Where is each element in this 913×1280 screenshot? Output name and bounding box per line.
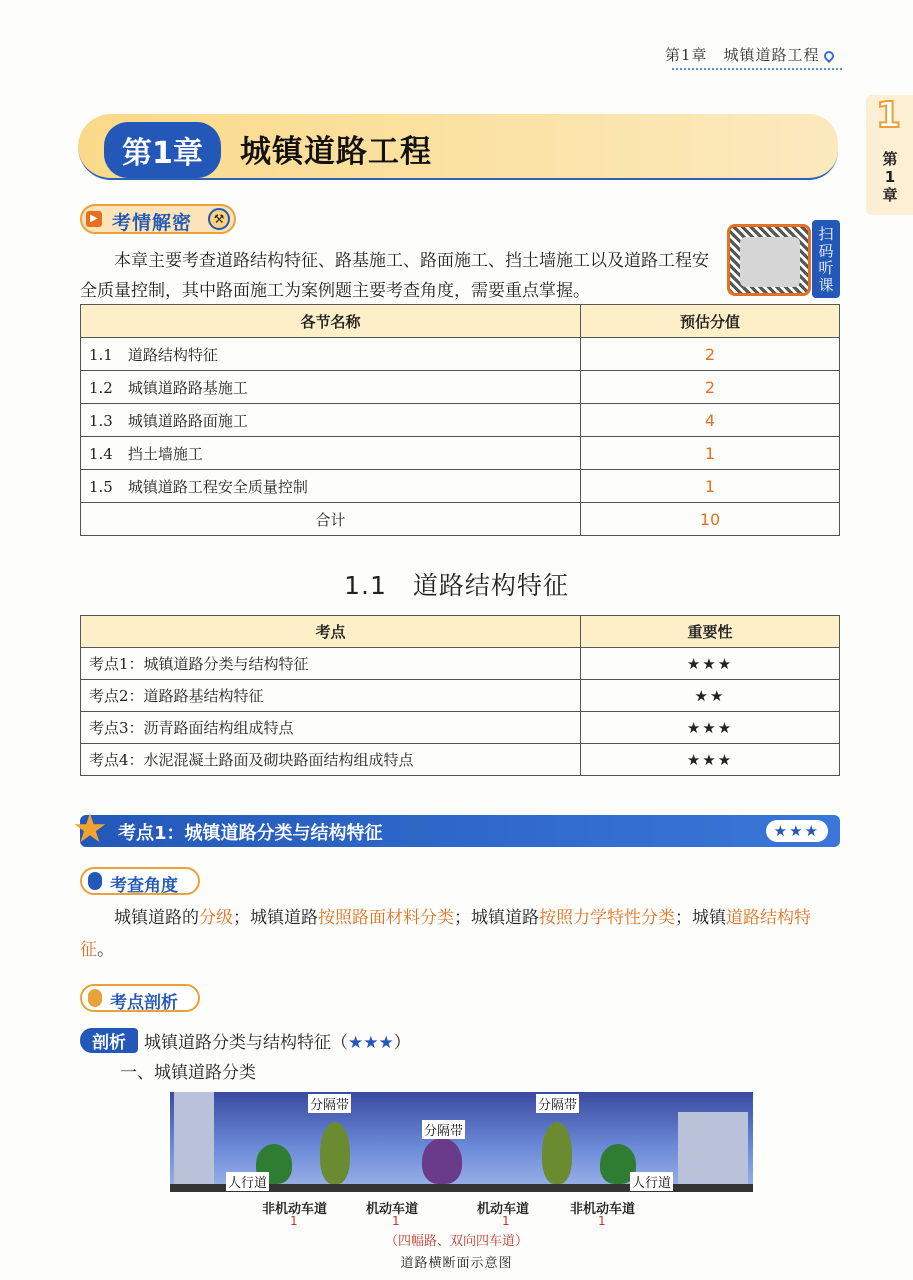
exam-angle-text: 考查角度: [110, 876, 178, 896]
lane-tick: 1: [598, 1214, 606, 1228]
analysis-close: ）: [393, 1033, 411, 1053]
lane-label: 机动车道: [477, 1202, 530, 1217]
table-header-row: [81, 616, 840, 648]
analysis-tag: 剖析: [80, 1028, 138, 1053]
sidewalk-label: 人行道: [630, 1172, 673, 1191]
qr-code[interactable]: [727, 224, 811, 296]
section-name: 1.4 挡土墙施工: [81, 437, 581, 470]
location-pin-icon: [821, 49, 835, 63]
building-left: [174, 1092, 214, 1184]
section-name: 1.5 城镇道路工程安全质量控制: [81, 470, 581, 503]
scan-to-listen-tag[interactable]: 扫 码 听 课: [812, 220, 840, 298]
key-point-banner: [72, 806, 840, 852]
lane-label: 非机动车道: [262, 1202, 328, 1217]
section-name: 1.2 城镇道路路基施工: [81, 371, 581, 404]
key-point-title: 考点1：城镇道路分类与结构特征: [118, 823, 383, 844]
key-points-table: [80, 615, 840, 776]
importance-stars: ★★★: [581, 648, 840, 680]
analysis-stars: ★★★: [348, 1033, 394, 1053]
key-point: 考点1：城镇道路分类与结构特征: [81, 648, 581, 680]
exam-angle-paragraph: [80, 902, 840, 966]
importance-stars: ★★: [581, 680, 840, 712]
section-title: 1.1 道路结构特征: [344, 571, 569, 600]
section-score: 1: [581, 470, 840, 503]
table-row: [81, 437, 840, 470]
total-score: 10: [581, 503, 840, 536]
divider-label: 分隔带: [308, 1094, 351, 1113]
lane-tick: 1: [502, 1214, 510, 1228]
total-label: 合计: [81, 503, 581, 536]
analysis-heading-text: 城镇道路分类与结构特征（: [144, 1033, 348, 1053]
angle-text: ；城镇道路: [233, 908, 318, 928]
analysis-heading: [80, 1028, 411, 1053]
section-score: 2: [581, 371, 840, 404]
pen-icon: [88, 872, 102, 890]
header-rule: [672, 68, 842, 70]
table-row: [81, 338, 840, 371]
sub-heading: 一、城镇道路分类: [120, 1063, 256, 1083]
tree: [422, 1138, 462, 1184]
key-point: 考点3：沥青路面结构组成特点: [81, 712, 581, 744]
section-score: 1: [581, 437, 840, 470]
figure-red-caption: （四幅路、双向四车道）: [384, 1234, 528, 1249]
table-row: [81, 404, 840, 437]
lane-tick: 1: [392, 1214, 400, 1228]
figure-caption: 道路横断面示意图: [400, 1256, 513, 1271]
exam-analysis-text: 考情解密: [112, 212, 193, 234]
qr-blur: [740, 237, 800, 287]
tools-icon: ⚒: [208, 208, 230, 230]
table-header-row: [81, 305, 840, 338]
table-row: [81, 470, 840, 503]
table-row: [81, 648, 840, 680]
highlight-text: 按照力学特性分类: [539, 908, 675, 928]
angle-text: ；城镇道路: [454, 908, 539, 928]
section-score: 2: [581, 338, 840, 371]
lane-label: 非机动车道: [570, 1202, 636, 1217]
section-score: 4: [581, 404, 840, 437]
table-total-row: [81, 503, 840, 536]
table-row: [81, 680, 840, 712]
section-name: 1.1 道路结构特征: [81, 338, 581, 371]
tree: [320, 1122, 350, 1184]
exam-angle-label: [80, 867, 200, 895]
importance-stars: ★★★: [581, 744, 840, 776]
tree: [542, 1122, 572, 1184]
divider-label: 分隔带: [536, 1094, 579, 1113]
chapter-banner: [78, 114, 838, 180]
col-header-score: 预估分值: [581, 305, 840, 338]
side-tab-number: 1: [876, 95, 902, 136]
analysis-text: 考点剖析: [110, 993, 178, 1013]
section-score-table: [80, 304, 840, 536]
divider-label: 分隔带: [422, 1120, 465, 1139]
chapter-side-tab[interactable]: [866, 95, 913, 215]
road-cross-section-figure: [170, 1092, 753, 1192]
exam-analysis-label: [80, 204, 236, 234]
lane-label: 机动车道: [366, 1202, 419, 1217]
section-name: 1.3 城镇道路路面施工: [81, 404, 581, 437]
table-row: [81, 371, 840, 404]
running-header-text: 第1章 城镇道路工程: [665, 46, 820, 64]
table-row: [81, 744, 840, 776]
table-row: [81, 712, 840, 744]
star-icon: ★: [72, 806, 108, 852]
analysis-label: [80, 984, 200, 1012]
col-header-point: 考点: [81, 616, 581, 648]
side-tab-label: 第 1 章: [882, 150, 898, 204]
lane-tick: 1: [290, 1214, 298, 1228]
chapter-title: 城镇道路工程: [240, 134, 432, 170]
angle-text: 城镇道路的: [114, 908, 199, 928]
col-header-importance: 重要性: [581, 616, 840, 648]
highlight-text: 分级: [199, 908, 233, 928]
col-header-section: 各节名称: [81, 305, 581, 338]
chapter-intro: 本章主要考查道路结构特征、路基施工、路面施工、挡土墙施工以及道路工程安全质量控制，其中路面施工为案例题主要考查角度，需要重点掌握。: [80, 251, 709, 301]
key-point-stars: ★★★: [766, 820, 828, 842]
play-arrow-icon: ▶: [86, 211, 102, 227]
key-point: 考点4：水泥混凝土路面及砌块路面结构组成特点: [81, 744, 581, 776]
lock-icon: [88, 989, 102, 1007]
building-right: [678, 1112, 748, 1184]
angle-text: 。: [97, 940, 114, 960]
highlight-text: 道路结构特征: [80, 908, 811, 960]
key-point: 考点2：道路路基结构特征: [81, 680, 581, 712]
running-header: [665, 44, 834, 65]
chapter-badge: 第1章: [104, 122, 221, 178]
angle-text: ；城镇: [675, 908, 726, 928]
highlight-text: 按照路面材料分类: [318, 908, 454, 928]
sidewalk-label: 人行道: [226, 1172, 269, 1191]
importance-stars: ★★★: [581, 712, 840, 744]
